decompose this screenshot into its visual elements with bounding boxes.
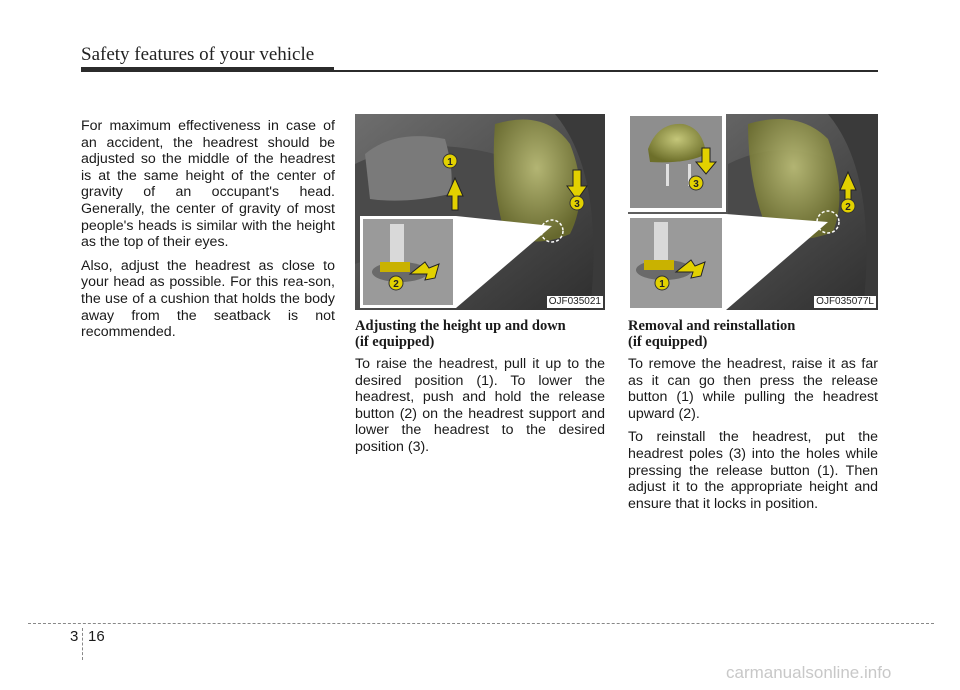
heading-line-1: Adjusting the height up and down <box>355 318 566 334</box>
removal-heading <box>628 318 878 350</box>
heading-line-1: Removal and reinstallation <box>628 318 796 334</box>
watermark: carmanualsonline.info <box>726 663 892 682</box>
figure-adjust-height <box>355 114 605 310</box>
callout-1: 1 <box>447 157 453 168</box>
column-removal <box>628 318 878 519</box>
header-rule-thin <box>334 70 878 72</box>
column-intro <box>81 118 335 348</box>
intro-paragraph-2: Also, adjust the headrest as close to your head as possible. For this rea-son, the use of a cushion that holds the body away from the seatback is not recommended. <box>81 257 335 341</box>
callout-3: 3 <box>574 199 580 210</box>
callout-2: 2 <box>393 279 399 290</box>
removal-paragraph-1: To remove the headrest, raise it as far as it can go then press the release button (1) while pulling the headrest upward (2). <box>628 356 878 422</box>
headrest-removal-illustration <box>628 114 878 310</box>
heading-line-2: (if equipped) <box>628 334 708 350</box>
footer-rule <box>28 623 934 624</box>
adjust-height-paragraph: To raise the headrest, pull it up to the desired position (1). To lower the headrest, push and hold the release button (2) on the headrest support and lower the headrest to the desired position (3). <box>355 356 605 455</box>
removal-paragraph-2: To reinstall the headrest, put the headrest poles (3) into the holes while pressing the release button (1). Then adjust it to the appropriate height and ensure that it locks in position. <box>628 429 878 512</box>
header-rule-thick <box>81 67 334 72</box>
callout-1: 1 <box>659 279 665 290</box>
figure-code: OJF035021 <box>548 296 601 307</box>
page-number: 16 <box>88 628 105 645</box>
callout-3: 3 <box>693 179 699 190</box>
figure-removal <box>628 114 878 310</box>
intro-paragraph-1: For maximum effectiveness in case of an accident, the headrest should be adjusted so the middle of the headrest is at the same height of the center of gravity of an occupant's head. Generally, the center of gravity of most people's heads is similar with the height as the top of their eyes. <box>81 118 335 251</box>
chapter-number: 3 <box>70 628 79 645</box>
figure-code: OJF035077L <box>816 296 874 307</box>
adjust-height-heading <box>355 318 605 350</box>
section-title: Safety features of your vehicle <box>81 44 315 65</box>
heading-line-2: (if equipped) <box>355 334 435 350</box>
headrest-adjust-illustration <box>355 114 605 310</box>
callout-2: 2 <box>845 202 851 213</box>
column-adjust-height <box>355 318 605 463</box>
footer-divider <box>82 628 83 660</box>
